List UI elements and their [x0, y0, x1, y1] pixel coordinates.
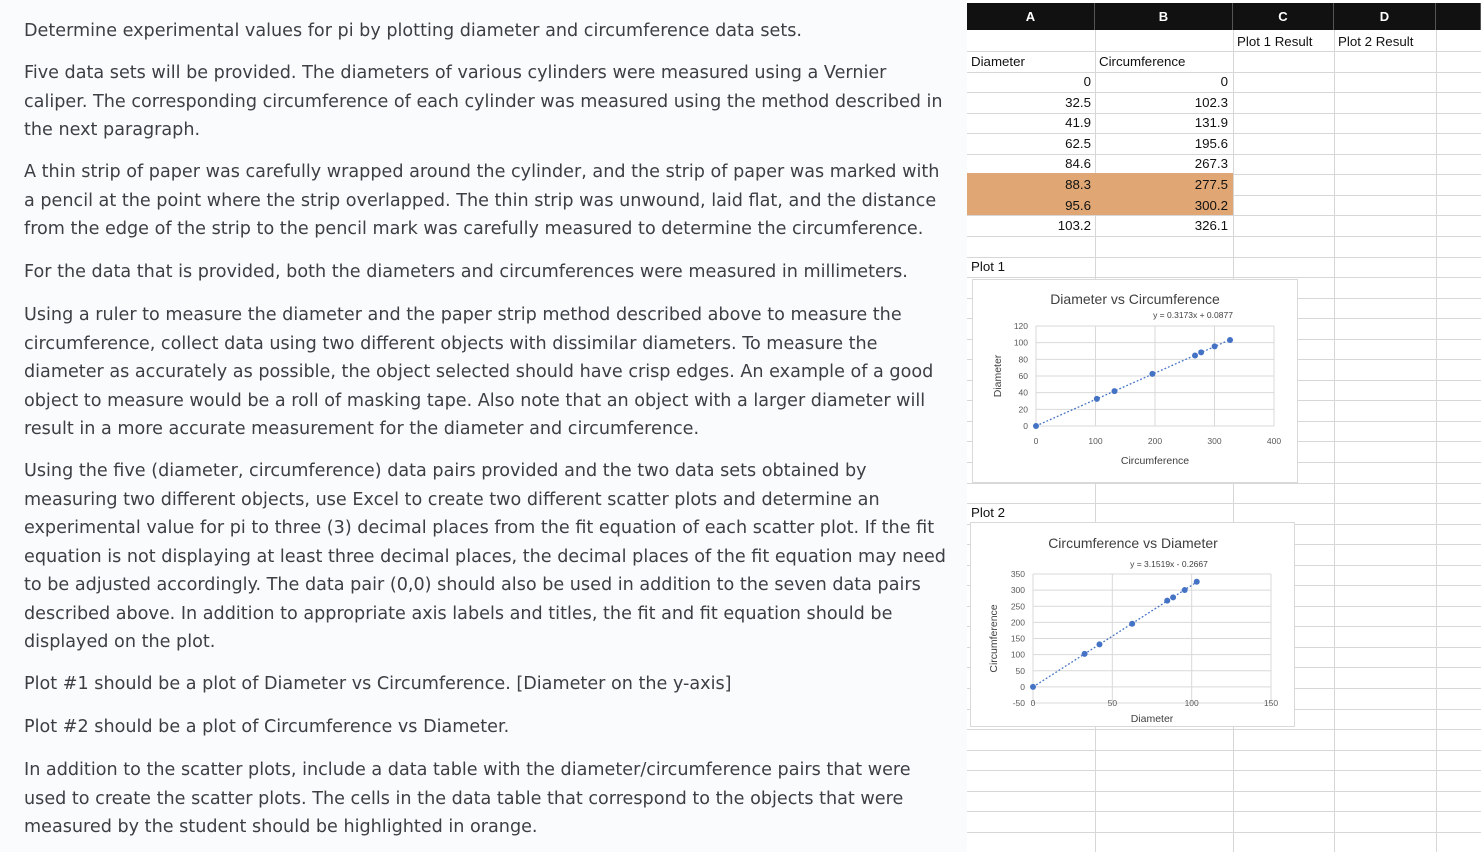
x-tick-label: 0	[1033, 436, 1039, 446]
x-axis-title: Circumference	[1120, 455, 1190, 467]
data-point	[1212, 343, 1218, 349]
data-point	[1194, 579, 1200, 585]
y-tick-label: 60	[1018, 371, 1028, 381]
data-point	[1129, 621, 1135, 627]
data-point	[1094, 396, 1100, 402]
cell-diameter-header[interactable]: Diameter	[971, 54, 1025, 69]
data-point	[1227, 337, 1233, 343]
data-point	[1030, 684, 1036, 690]
y-axis-title: Diameter	[992, 354, 1004, 398]
cell-circumference-value[interactable]: 195.6	[1194, 135, 1228, 151]
x-tick-label: 400	[1266, 436, 1282, 446]
spreadsheet[interactable]	[967, 0, 1481, 852]
y-tick-label: 80	[1018, 354, 1028, 365]
y-tick-label: 200	[1010, 617, 1025, 628]
data-point	[1149, 371, 1155, 377]
instruction-paragraph-8: Plot #2 should be a plot of Circumference vs Diameter.	[24, 717, 510, 737]
instruction-paragraph-2: Five data sets will be provided. The diameters of various cylinders were measured using a Vernier caliper. The corresponding circumference of each cylinder was measured using the method described in the next paragraph.	[24, 63, 943, 140]
chart-title: Diameter vs Circumference	[1050, 291, 1220, 307]
y-tick-label: 20	[1018, 404, 1028, 415]
cell-circumference-value[interactable]: 300.2	[1194, 197, 1228, 213]
grid-hline	[967, 277, 1481, 278]
y-tick-label: 100	[1010, 649, 1025, 660]
cell-diameter-value[interactable]: 0	[1083, 74, 1091, 89]
instruction-paragraph-7: Plot #1 should be a plot of Diameter vs Circumference. [Diameter on the y-axis]	[24, 674, 732, 694]
plot1-svg	[973, 280, 1299, 484]
column-header-b[interactable]: B	[1095, 3, 1233, 30]
grid-hline	[967, 503, 1481, 504]
data-point	[1198, 349, 1204, 355]
cell-plot2-label[interactable]: Plot 2	[971, 505, 1006, 520]
data-point	[1082, 651, 1088, 657]
y-tick-label: -50	[1012, 698, 1025, 708]
cell-circumference-value[interactable]: 102.3	[1194, 94, 1228, 110]
cell-plot2-result-header[interactable]: Plot 2 Result	[1338, 34, 1414, 49]
chart-title: Circumference vs Diameter	[1048, 535, 1218, 551]
y-tick-label: 120	[1013, 321, 1028, 331]
trendline-equation: y = 3.1519x - 0.2667	[1130, 559, 1208, 569]
data-point	[1192, 353, 1198, 359]
x-tick-label: 0	[1030, 698, 1036, 708]
column-header-c[interactable]: C	[1233, 3, 1334, 30]
column-header-d[interactable]: D	[1334, 3, 1436, 30]
column-header-a[interactable]: A	[967, 3, 1095, 30]
cell-diameter-value[interactable]: 88.3	[1065, 177, 1091, 192]
cell-circumference-value[interactable]: 0	[1220, 74, 1228, 89]
cell-diameter-value[interactable]: 41.9	[1065, 115, 1091, 131]
data-point	[1033, 423, 1039, 429]
y-tick-label: 50	[1015, 665, 1025, 676]
grid-hline	[967, 257, 1481, 258]
data-point	[1182, 587, 1188, 593]
grid-hline	[967, 750, 1481, 751]
y-tick-label: 0	[1020, 681, 1025, 692]
cell-diameter-value[interactable]: 103.2	[1057, 218, 1091, 234]
data-point	[1096, 641, 1102, 647]
instruction-paragraph-4: For the data that is provided, both the diameters and circumferences were measured in millimeters.	[24, 262, 908, 282]
instruction-paragraph-6: Using the five (diameter, circumference) data pairs provided and the two data sets obtained by measuring two different objects, use Excel to create two different scatter plots and determine an experimental value for pi to three (3) decimal places from the fit equation of each scatter plot. If the fit equation is not displaying at least three decimal places, the decimal places of the fit equation may need to be adjusted accordingly. The data pair (0,0) should also be used in addition to the seven data pairs described above. In addition to appropriate axis labels and titles, the fit and fit equation should be displayed on the plot.	[24, 461, 946, 652]
column-header-blank[interactable]	[1436, 3, 1481, 30]
trendline-equation: y = 0.3173x + 0.0877	[1153, 310, 1233, 320]
grid-hline	[967, 811, 1481, 812]
cell-diameter-value[interactable]: 62.5	[1065, 135, 1091, 151]
y-tick-label: 300	[1010, 585, 1025, 596]
cell-circumference-header[interactable]: Circumference	[1099, 54, 1186, 69]
x-tick-label: 300	[1207, 436, 1222, 446]
instruction-paragraph-3: A thin strip of paper was carefully wrapped around the cylinder, and the strip of paper was marked with a pencil at the point where the strip overlapped. The thin strip was unwound, laid flat, and the distance from the edge of the strip to the pencil mark was carefully measured to determine the circumference.	[24, 162, 940, 239]
grid-hline	[967, 770, 1481, 771]
instruction-paragraph-5: Using a ruler to measure the diameter and the paper strip method described above to measure the circumference, collect data using two different objects with dissimilar diameters. To measure the diameter as accurately as possible, the object selected should have crisp edges. An example of a good object to measure would be a roll of masking tape. Also note that an object with a larger diameter will result in a more accurate measurement for the diameter and circumference.	[24, 305, 934, 439]
cell-plot1-label[interactable]: Plot 1	[971, 259, 1006, 274]
grid-hline	[967, 832, 1481, 833]
cell-circumference-value[interactable]: 277.5	[1194, 177, 1228, 192]
y-tick-label: 350	[1010, 569, 1025, 579]
x-tick-label: 50	[1107, 698, 1118, 708]
y-tick-label: 250	[1010, 601, 1025, 612]
x-tick-label: 150	[1263, 698, 1279, 708]
y-tick-label: 100	[1013, 337, 1028, 348]
x-tick-label: 100	[1088, 436, 1103, 446]
grid-hline	[967, 729, 1481, 730]
cell-circumference-value[interactable]: 267.3	[1194, 156, 1228, 172]
plot2-chart[interactable]	[970, 522, 1295, 727]
data-point	[1170, 594, 1176, 600]
data-point	[1164, 598, 1170, 604]
y-axis-title: Circumference	[988, 604, 1000, 673]
x-axis-title: Diameter	[1130, 713, 1174, 725]
grid-hline	[967, 791, 1481, 792]
x-tick-label: 100	[1184, 698, 1199, 708]
cell-circumference-value[interactable]: 131.9	[1194, 115, 1228, 131]
plot1-chart[interactable]	[972, 279, 1298, 483]
y-tick-label: 0	[1023, 421, 1028, 431]
data-point	[1111, 388, 1117, 394]
cell-diameter-value[interactable]: 84.6	[1065, 156, 1091, 172]
instruction-paragraph-9: In addition to the scatter plots, include a data table with the diameter/circumference pairs that were used to create the scatter plots. The cells in the data table that correspond to the objects that were measured by the student should be highlighted in orange.	[24, 760, 911, 837]
y-tick-label: 40	[1018, 387, 1028, 398]
plot2-svg	[971, 523, 1296, 728]
cell-diameter-value[interactable]: 32.5	[1065, 94, 1091, 110]
cell-circumference-value[interactable]: 326.1	[1194, 218, 1228, 234]
cell-diameter-value[interactable]: 95.6	[1065, 197, 1091, 213]
y-tick-label: 150	[1010, 633, 1025, 644]
instruction-paragraph-1: Determine experimental values for pi by plotting diameter and circumference data sets.	[24, 21, 802, 41]
cell-plot1-result-header[interactable]: Plot 1 Result	[1237, 34, 1313, 49]
x-tick-label: 200	[1147, 436, 1163, 446]
